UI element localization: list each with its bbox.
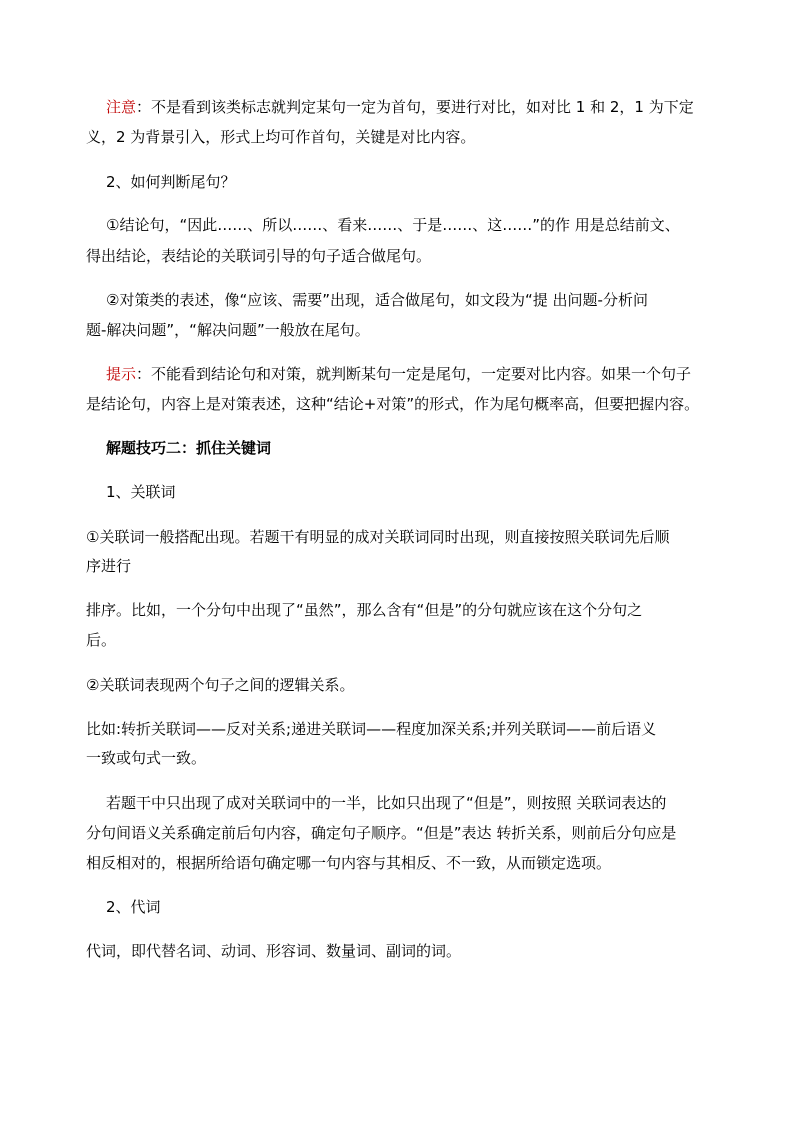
sub1-p4-line-1: 比如:转折关联词——反对关系;递进关联词——程度加深关系;并列关联词——前后语义 <box>86 720 657 738</box>
sub1-p5-line-3: 相反相对的，根据所给语句确定哪一句内容与其相反、不一致，从而锁定选项。 <box>86 854 612 872</box>
tip-line-1 <box>106 364 746 384</box>
sub1-p2-line-2: 后。 <box>86 631 117 649</box>
sub1-p4-line-2: 一致或句式一致。 <box>86 749 207 767</box>
sub1-p1-line-1: ①关联词一般搭配出现。若题干有明显的成对关联词同时出现，则直接按照关联词先后顺 <box>86 528 670 546</box>
tip-line-2: 是结论句，内容上是对策表述，这种“结论+对策”的形式，作为尾句概率高，但要把握内容。 <box>86 395 700 413</box>
note-line-2: 义，2 为背景引入，形式上均可作首句，关键是对比内容。 <box>86 128 476 146</box>
tip-label: 提示 <box>106 365 137 383</box>
note-label: 注意 <box>106 98 137 116</box>
sub1-p5-line-2: 分句间语义关系确定前后句内容，确定句子顺序。“但是”表达 转折关系，则前后分句应是 <box>86 824 677 842</box>
item2-line-2: 题-解决问题”，“解决问题”一般放在尾句。 <box>86 321 370 339</box>
sub2-heading: 2、代词 <box>106 898 161 916</box>
sub1-p1-line-2: 序进行 <box>86 557 132 575</box>
note-line-1 <box>106 97 746 117</box>
item1-line-1: ①结论句，“因此……、所以……、看来……、于是……、这……”的作 用是总结前文、 <box>106 216 680 234</box>
sub1-p5-line-1: 若题干中只出现了成对关联词中的一半，比如只出现了“但是”，则按照 关联词表达的 <box>106 794 667 812</box>
sub1-p2-line-1: 排序。比如，一个分句中出现了“虽然”，那么含有“但是”的分句就应该在这个分句之 <box>86 601 643 619</box>
q2-heading: 2、如何判断尾句？ <box>106 173 236 191</box>
technique2-heading: 解题技巧二：抓住关键词 <box>106 439 272 457</box>
note-text-1: ：不是看到该类标志就判定某句一定为首句，要进行对比，如对比 1 和 2，1 为下定 <box>136 98 694 116</box>
sub1-heading: 1、关联词 <box>106 483 176 501</box>
sub1-p3: ②关联词表现两个句子之间的逻辑关系。 <box>86 676 355 694</box>
item1-line-2: 得出结论，表结论的关联词引导的句子适合做尾句。 <box>86 247 432 265</box>
sub2-p1: 代词，即代替名词、动词、形容词、数量词、副词的词。 <box>86 942 462 960</box>
item2-line-1: ②对策类的表述，像“应该、需要”出现，适合做尾句，如文段为“提 出问题-分析问 <box>106 291 648 309</box>
tip-text-1: ：不能看到结论句和对策，就判断某句一定是尾句，一定要对比内容。如果一个句子 <box>136 365 692 383</box>
